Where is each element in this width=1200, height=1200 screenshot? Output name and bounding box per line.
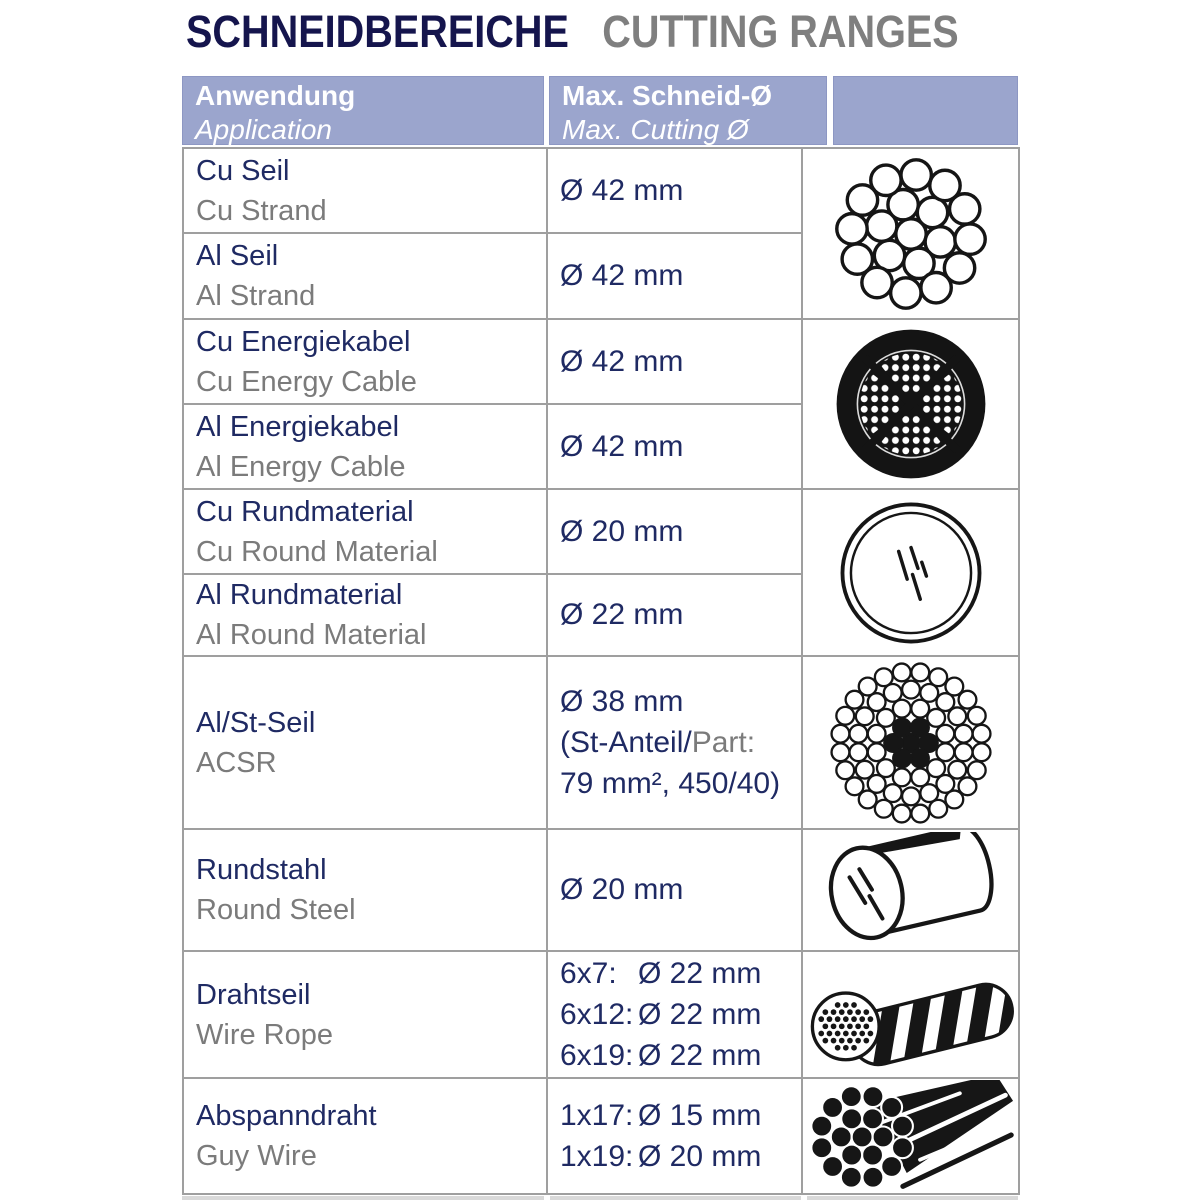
header-max-cutting bbox=[549, 76, 827, 145]
application-en: Guy Wire bbox=[196, 1140, 317, 1172]
application-en: ACSR bbox=[196, 746, 277, 779]
stranded-conductor-image-cell bbox=[802, 148, 1019, 319]
application-de: Al Seil bbox=[196, 240, 279, 272]
header-application bbox=[182, 76, 544, 145]
table-row bbox=[183, 829, 1019, 951]
application-en: Al Round Material bbox=[196, 619, 427, 651]
spec-diameter: Ø 20 mm bbox=[638, 1140, 762, 1173]
max-diameter-cell bbox=[547, 233, 802, 319]
application-en: Al Energy Cable bbox=[196, 450, 406, 483]
max-diameter-cell bbox=[547, 489, 802, 574]
application-cell bbox=[183, 1078, 547, 1194]
spec-size: 6x19: bbox=[560, 1039, 634, 1072]
table-row bbox=[183, 319, 1019, 404]
spec-line bbox=[560, 953, 801, 994]
round-material-image-cell bbox=[802, 489, 1019, 656]
max-diameter-cell bbox=[547, 319, 802, 404]
application-cell bbox=[183, 319, 547, 404]
guy-wire-image-cell bbox=[802, 1078, 1019, 1194]
application-de: Al/St-Seil bbox=[196, 706, 316, 739]
round-material-cross-section-icon bbox=[834, 496, 988, 650]
spec-size: 1x19: bbox=[560, 1140, 634, 1173]
stranded-conductor-cross-section-icon bbox=[832, 155, 990, 313]
acsr-steel-part-de: (St-Anteil/ bbox=[560, 726, 692, 759]
application-en: Al Strand bbox=[196, 280, 316, 312]
round-steel-bar-icon bbox=[806, 832, 1016, 948]
application-de: Cu Energiekabel bbox=[196, 325, 411, 358]
max-diameter: Ø 42 mm bbox=[560, 344, 684, 378]
header-image-column bbox=[833, 76, 1018, 145]
page-title bbox=[186, 6, 959, 58]
max-diameter-cell bbox=[547, 404, 802, 489]
application-en: Cu Energy Cable bbox=[196, 365, 417, 398]
spec-diameter: Ø 22 mm bbox=[638, 1039, 762, 1072]
bottom-divider bbox=[182, 1196, 544, 1200]
spec-line bbox=[560, 1035, 801, 1076]
header-application-de: Anwendung bbox=[195, 80, 356, 111]
max-diameter: Ø 20 mm bbox=[560, 873, 684, 906]
wire-rope-icon bbox=[806, 954, 1016, 1075]
max-diameter: Ø 42 mm bbox=[560, 173, 684, 207]
table-row bbox=[183, 1078, 1019, 1194]
bottom-divider bbox=[550, 1196, 801, 1200]
max-diameter: Ø 22 mm bbox=[560, 598, 684, 631]
application-cell bbox=[183, 489, 547, 574]
cutting-ranges-table bbox=[182, 147, 1020, 1195]
application-en: Round Steel bbox=[196, 894, 356, 926]
acsr-diameter: Ø 38 mm bbox=[560, 685, 684, 718]
max-diameter-cell bbox=[547, 574, 802, 656]
max-diameter: Ø 20 mm bbox=[560, 514, 684, 548]
spec-size: 1x17: bbox=[560, 1099, 634, 1132]
bottom-divider bbox=[807, 1196, 1018, 1200]
header-application-en: Application bbox=[195, 114, 332, 145]
max-diameter-cell bbox=[547, 951, 802, 1078]
title-german: SCHNEIDBEREICHE bbox=[186, 6, 569, 57]
spec-diameter: Ø 22 mm bbox=[638, 998, 762, 1031]
acsr-cross-section-icon bbox=[829, 661, 993, 825]
application-de: Drahtseil bbox=[196, 978, 311, 1011]
application-cell bbox=[183, 656, 547, 829]
acsr-steel-part-en: Part: bbox=[691, 726, 756, 759]
max-diameter: Ø 42 mm bbox=[560, 259, 684, 292]
acsr-image-cell bbox=[802, 656, 1019, 829]
max-diameter-cell bbox=[547, 656, 802, 829]
round-steel-image-cell bbox=[802, 829, 1019, 951]
application-cell bbox=[183, 951, 547, 1078]
application-de: Rundstahl bbox=[196, 854, 327, 886]
application-en: Cu Strand bbox=[196, 194, 327, 227]
table-row bbox=[183, 951, 1019, 1078]
application-en: Cu Round Material bbox=[196, 535, 438, 568]
acsr-steel-part-value: 79 mm², 450/40) bbox=[560, 767, 781, 800]
spec-line bbox=[560, 994, 801, 1035]
max-diameter-cell bbox=[547, 829, 802, 951]
acsr-steel-part-label bbox=[560, 722, 801, 763]
max-diameter: Ø 42 mm bbox=[560, 429, 684, 463]
energy-cable-cross-section-icon bbox=[831, 324, 991, 484]
application-en: Wire Rope bbox=[196, 1018, 333, 1051]
spec-size: 6x7: bbox=[560, 957, 617, 990]
application-cell bbox=[183, 829, 547, 951]
application-cell bbox=[183, 148, 547, 233]
wire-rope-image-cell bbox=[802, 951, 1019, 1078]
guy-wire-icon bbox=[806, 1080, 1016, 1192]
application-de: Abspanndraht bbox=[196, 1100, 377, 1132]
spec-diameter: Ø 15 mm bbox=[638, 1099, 762, 1132]
max-diameter-cell bbox=[547, 148, 802, 233]
spec-line bbox=[560, 1136, 801, 1177]
application-de: Cu Seil bbox=[196, 154, 290, 187]
table-row bbox=[183, 148, 1019, 233]
energy-cable-image-cell bbox=[802, 319, 1019, 489]
spec-size: 6x12: bbox=[560, 998, 634, 1031]
application-cell bbox=[183, 233, 547, 319]
title-english: CUTTING RANGES bbox=[602, 6, 959, 57]
application-cell bbox=[183, 404, 547, 489]
application-cell bbox=[183, 574, 547, 656]
header-max-cutting-de: Max. Schneid-Ø bbox=[562, 80, 773, 111]
table-row bbox=[183, 489, 1019, 574]
application-de: Al Rundmaterial bbox=[196, 579, 403, 611]
application-de: Al Energiekabel bbox=[196, 410, 400, 443]
max-diameter-cell bbox=[547, 1078, 802, 1194]
spec-line bbox=[560, 1095, 801, 1136]
application-de: Cu Rundmaterial bbox=[196, 495, 414, 528]
table-row bbox=[183, 656, 1019, 829]
spec-diameter: Ø 22 mm bbox=[638, 957, 762, 990]
header-max-cutting-en: Max. Cutting Ø bbox=[562, 114, 749, 145]
